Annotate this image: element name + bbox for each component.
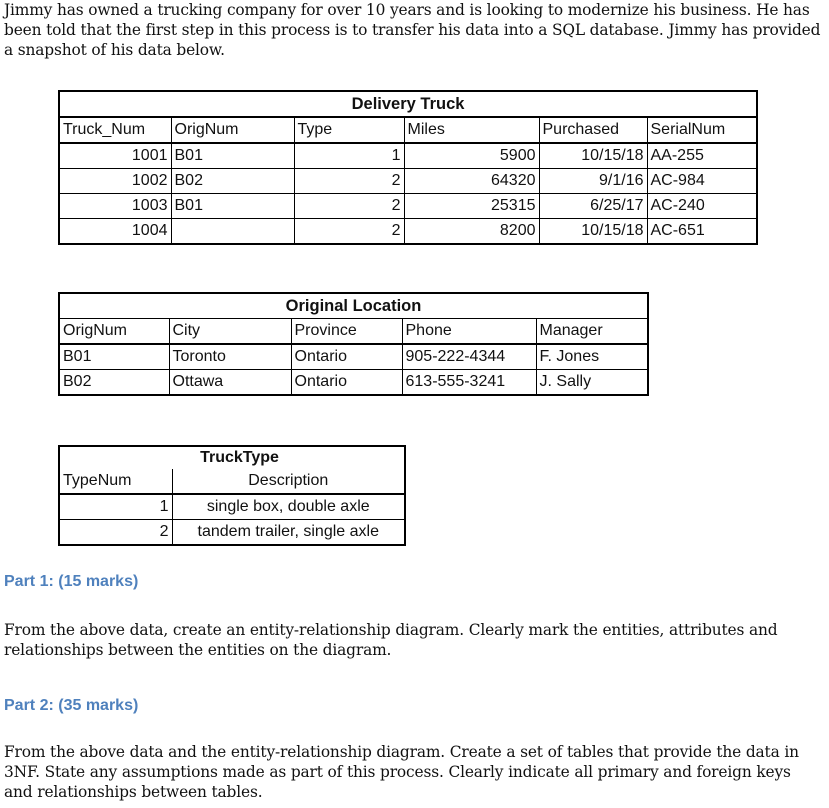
header-city: City xyxy=(169,319,291,345)
cell-serialnum: AC-240 xyxy=(647,194,757,219)
truck-type-title xyxy=(59,446,405,469)
cell-truck-num: 1001 xyxy=(59,143,171,169)
cell-phone: 613-555-3241 xyxy=(402,370,536,396)
cell-serialnum: AA-255 xyxy=(647,143,757,169)
header-phone: Phone xyxy=(402,319,536,345)
header-province: Province xyxy=(291,319,402,345)
original-location-title: Original Location xyxy=(59,293,648,319)
header-orignum: OrigNum xyxy=(59,319,169,345)
cell-miles: 5900 xyxy=(404,143,539,169)
header-description: Description xyxy=(172,469,405,494)
part2-heading: Part 2: (35 marks) xyxy=(4,697,139,714)
header-orignum: OrigNum xyxy=(171,117,294,143)
cell-province: Ontario xyxy=(291,370,402,396)
table-row xyxy=(59,344,648,370)
header-miles: Miles xyxy=(404,117,539,143)
cell-miles: 64320 xyxy=(404,169,539,194)
table-row xyxy=(59,370,648,396)
cell-description: single box, double axle xyxy=(172,494,405,520)
cell-purchased: 9/1/16 xyxy=(539,169,647,194)
cell-orignum: B01 xyxy=(171,143,294,169)
table-row xyxy=(59,520,405,546)
cell-type: 1 xyxy=(294,143,404,169)
truck-type-table xyxy=(58,445,406,546)
truck-type-title-text: TruckType xyxy=(200,449,279,466)
cell-phone: 905-222-4344 xyxy=(402,344,536,370)
header-type: Type xyxy=(294,117,404,143)
header-manager: Manager xyxy=(536,319,648,345)
header-serialnum: SerialNum xyxy=(647,117,757,143)
cell-serialnum: AC-984 xyxy=(647,169,757,194)
table-row xyxy=(59,194,757,219)
header-purchased: Purchased xyxy=(539,117,647,143)
cell-purchased: 10/15/18 xyxy=(539,219,647,245)
cell-purchased: 6/25/17 xyxy=(539,194,647,219)
cell-type: 2 xyxy=(294,169,404,194)
cell-typenum: 2 xyxy=(59,520,172,546)
cell-miles: 25315 xyxy=(404,194,539,219)
original-location-table xyxy=(58,292,649,396)
cell-manager: F. Jones xyxy=(536,344,648,370)
cell-truck-num: 1003 xyxy=(59,194,171,219)
cell-city: Toronto xyxy=(169,344,291,370)
cell-purchased: 10/15/18 xyxy=(539,143,647,169)
delivery-truck-table xyxy=(58,90,758,245)
cell-truck-num: 1004 xyxy=(59,219,171,245)
header-truck-num: Truck_Num xyxy=(59,117,171,143)
delivery-truck-title: Delivery Truck xyxy=(59,91,757,117)
cell-type: 2 xyxy=(294,219,404,245)
cell-province: Ontario xyxy=(291,344,402,370)
header-typenum: TypeNum xyxy=(59,469,172,494)
table-row xyxy=(59,169,757,194)
cell-orignum: B01 xyxy=(171,194,294,219)
table-row xyxy=(59,143,757,169)
cell-typenum: 1 xyxy=(59,494,172,520)
cell-orignum: B01 xyxy=(59,344,169,370)
part1-heading: Part 1: (15 marks) xyxy=(4,573,139,590)
table-row xyxy=(59,494,405,520)
part1-text: From the above data, create an entity-relationship diagram. Clearly mark the entities, attributes and relationships between the entities on the diagram. xyxy=(4,621,778,659)
cell-manager: J. Sally xyxy=(536,370,648,396)
cell-miles: 8200 xyxy=(404,219,539,245)
intro-paragraph: Jimmy has owned a trucking company for over 10 years and is looking to modernize his business. He has been told that the first step in this process is to transfer his data into a SQL database. Jimmy has provided a snapshot of his data below. xyxy=(4,1,821,59)
table-row xyxy=(59,219,757,245)
cell-city: Ottawa xyxy=(169,370,291,396)
cell-orignum: B02 xyxy=(171,169,294,194)
cell-truck-num: 1002 xyxy=(59,169,171,194)
cell-serialnum: AC-651 xyxy=(647,219,757,245)
cell-description: tandem trailer, single axle xyxy=(172,520,405,546)
cell-orignum xyxy=(171,219,294,245)
cell-type: 2 xyxy=(294,194,404,219)
cell-orignum: B02 xyxy=(59,370,169,396)
part2-text: From the above data and the entity-relationship diagram. Create a set of tables that provide the data in 3NF. State any assumptions made as part of this process. Clearly indicate all primary and foreign keys and relationships between tables. xyxy=(4,743,799,801)
